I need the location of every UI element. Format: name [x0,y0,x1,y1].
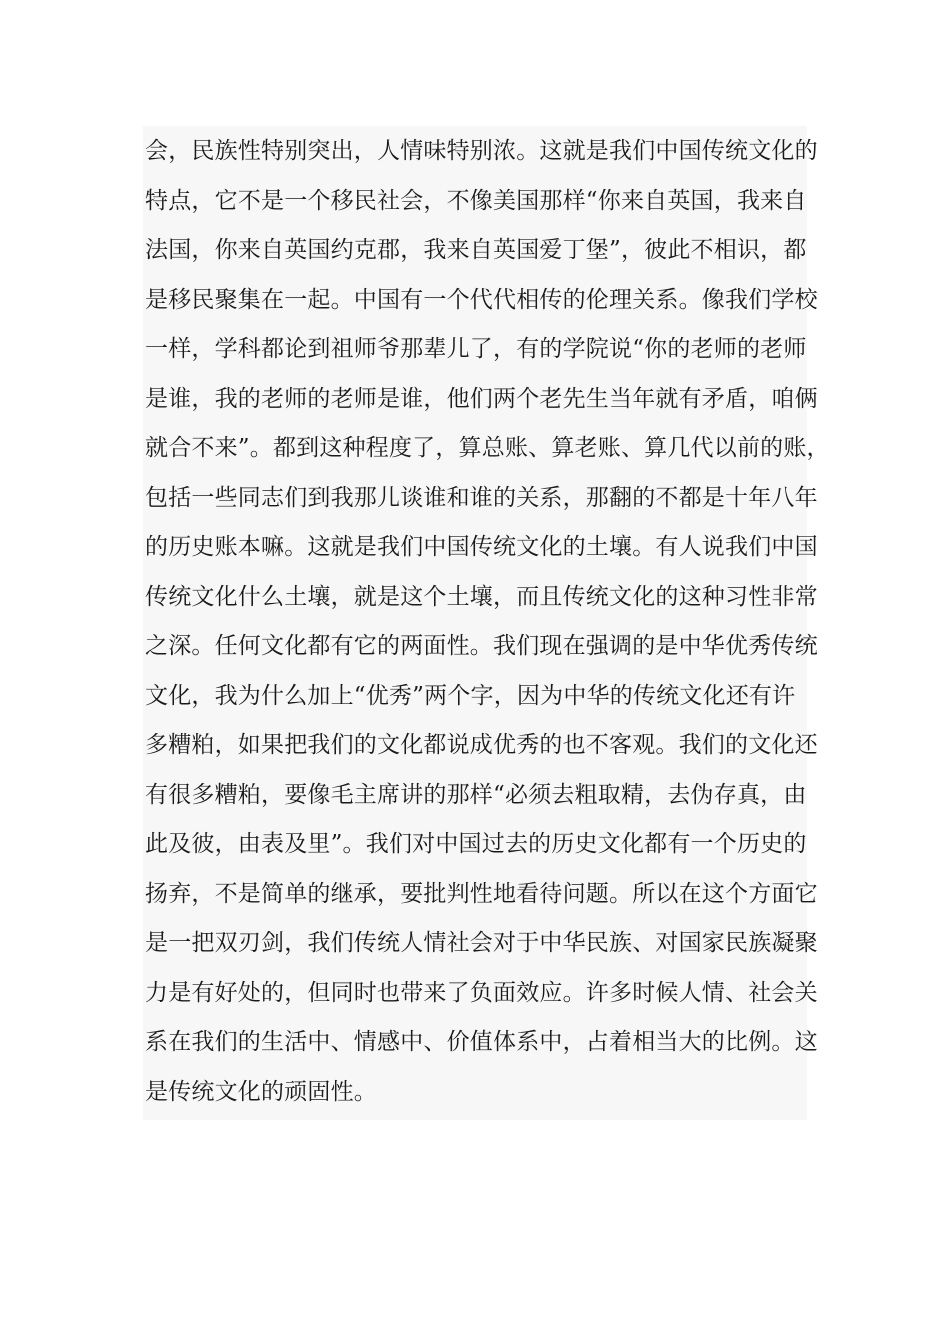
paragraph-line: 一样，学科都论到祖师爷那辈儿了，有的学院说“你的老师的老师 [145,336,807,362]
text-block [143,126,830,1120]
paragraph-line: 多糟粕，如果把我们的文化都说成优秀的也不客观。我们的文化还 [145,732,818,758]
paragraph-line: 会，民族性特别突出，人情味特别浓。这就是我们中国传统文化的 [145,138,818,164]
paragraph-line: 法国，你来自英国约克郡，我来自英国爱丁堡”，彼此不相识，都 [145,237,807,263]
paragraph-line: 是谁，我的老师的老师是谁，他们两个老先生当年就有矛盾，咱俩 [145,385,818,412]
paragraph-line: 之深。任何文化都有它的两面性。我们现在强调的是中华优秀传统 [145,633,818,659]
paragraph-line: 扬弃，不是简单的继承，要批判性地看待问题。所以在这个方面它 [145,880,818,907]
paragraph-line: 是传统文化的顽固性。 [145,1078,377,1105]
paragraph-line: 的历史账本嘛。这就是我们中国传统文化的土壤。有人说我们中国 [145,534,818,560]
paragraph-line: 是一把双刃剑，我们传统人情社会对于中华民族、对国家民族凝聚 [145,930,818,956]
paragraph-line: 力是有好处的，但同时也带来了负面效应。许多时候人情、社会关 [145,979,818,1006]
paragraph-line: 包括一些同志们到我那儿谈谁和谁的关系，那翻的不都是十年八年 [145,484,818,511]
paragraph-line: 传统文化什么土壤，就是这个土壤，而且传统文化的这种习性非常 [145,583,818,610]
paragraph-line: 系在我们的生活中、情感中、价值体系中，占着相当大的比例。这 [145,1029,818,1055]
paragraph-line: 是移民聚集在一起。中国有一个代代相传的伦理关系。像我们学校 [145,286,818,313]
paragraph-line: 特点，它不是一个移民社会，不像美国那样“你来自英国，我来自 [145,187,807,214]
paragraph-line: 此及彼，由表及里”。我们对中国过去的历史文化都有一个历史的 [145,831,807,857]
paragraph-line: 文化，我为什么加上“优秀”两个字，因为中华的传统文化还有许 [145,682,796,709]
paragraph-line: 就合不来”。都到这种程度了，算总账、算老账、算几代以前的账， [145,435,830,461]
paragraph-line: 有很多糟粕，要像毛主席讲的那样“必须去粗取精，去伪存真，由 [145,781,807,808]
